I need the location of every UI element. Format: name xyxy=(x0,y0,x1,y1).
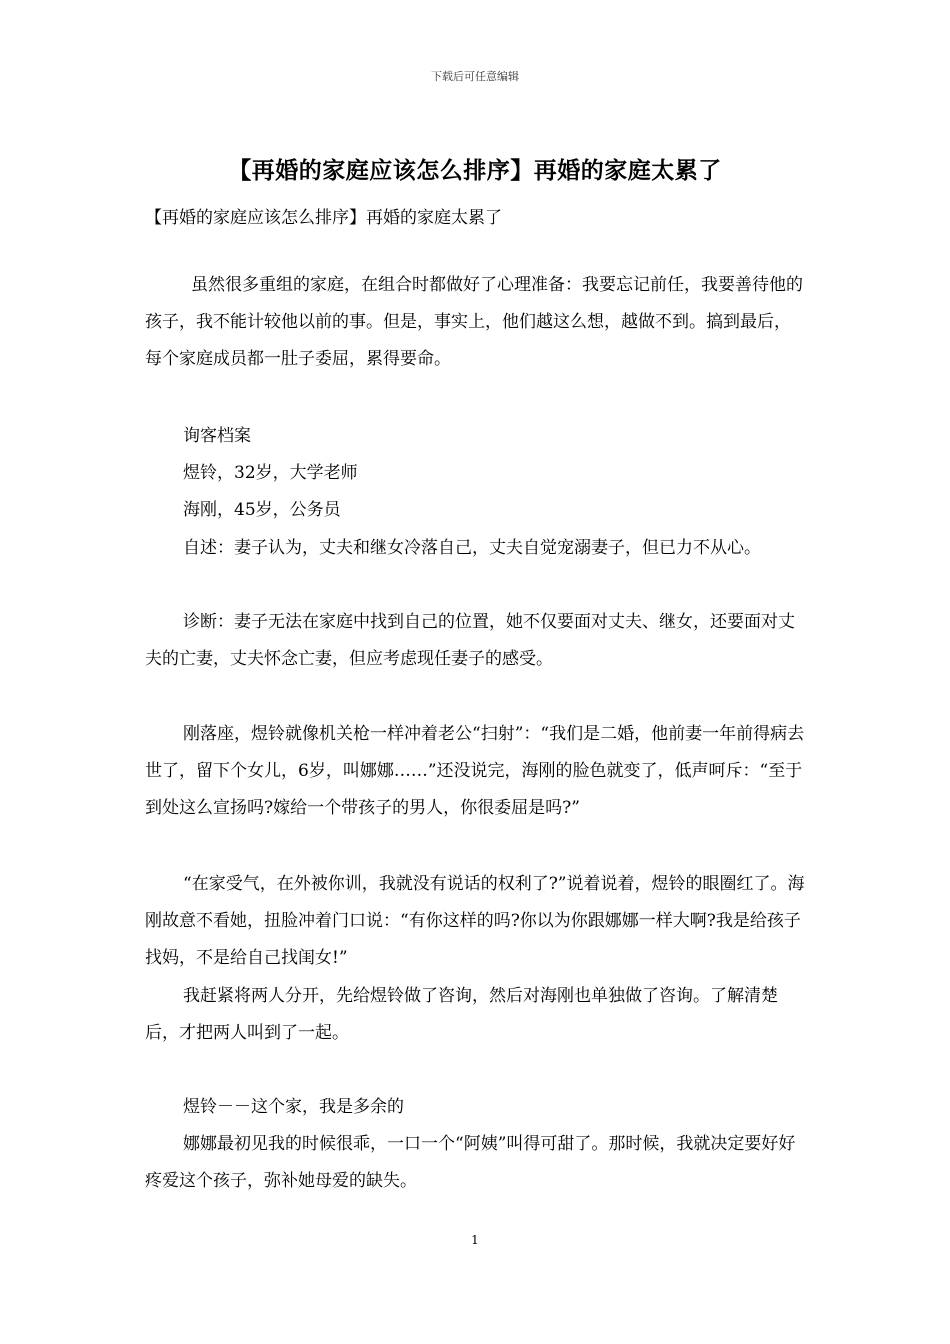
self-statement-paragraph: 自述：妻子认为，丈夫和继女冷落自己，丈夫自觉宠溺妻子，但已力不从心。 xyxy=(183,538,761,558)
yuling-story-paragraph: 娜娜最初见我的时候很乖，一口一个“阿姨”叫得可甜了。那时候，我就决定要好好疼爱这个孩子，弥补她母爱的缺失。 xyxy=(145,1134,796,1191)
document-subtitle: 【再婚的家庭应该怎么排序】再婚的家庭太累了 xyxy=(145,208,502,228)
client-husband-info: 海刚，45岁，公务员 xyxy=(183,500,341,520)
diagnosis-paragraph: 诊断：妻子无法在家庭中找到自己的位置，她不仅要面对丈夫、继女，还要面对丈夫的亡妻，丈夫怀念亡妻，但应考虑现任妻子的感受。 xyxy=(145,612,795,669)
argument-paragraph: “在家受气，在外被你训，我就没有说话的权利了?”说着说着，煜铃的眼圈红了。海刚故意不看她，扭脸冲着门口说：“有你这样的吗?你以为你跟娜娜一样大啊?我是给孩子找妈，不是给自己找闺女!” xyxy=(145,874,805,968)
intro-paragraph: 虽然很多重组的家庭，在组合时都做好了心理准备：我要忘记前任，我要善待他的孩子，我不能计较他以前的事。但是，事实上，他们越这么想，越做不到。搞到最后，每个家庭成员都一肚子委屈，累得要命。 xyxy=(145,275,803,369)
page-number: 1 xyxy=(471,1233,479,1247)
session-opening-paragraph: 刚落座，煜铃就像机关枪一样冲着老公“扫射”：“我们是二婚，他前妻一年前得病去世了，留下个女儿，6岁，叫娜娜……”还没说完，海刚的脸色就变了，低声呵斥：“至于到处这么宣扬吗?嫁给一个带孩子的男人，你很委屈是吗?” xyxy=(145,724,805,818)
section-heading-yuling: 煜铃－－这个家，我是多余的 xyxy=(183,1097,404,1117)
header-note: 下载后可任意编辑 xyxy=(431,70,519,83)
counseling-paragraph: 我赶紧将两人分开，先给煜铃做了咨询，然后对海刚也单独做了咨询。了解清楚后，才把两人叫到了一起。 xyxy=(145,986,778,1043)
document-title: 【再婚的家庭应该怎么排序】再婚的家庭太累了 xyxy=(228,157,722,184)
case-file-heading: 询客档案 xyxy=(183,426,251,446)
client-wife-info: 煜铃，32岁，大学老师 xyxy=(183,463,358,483)
